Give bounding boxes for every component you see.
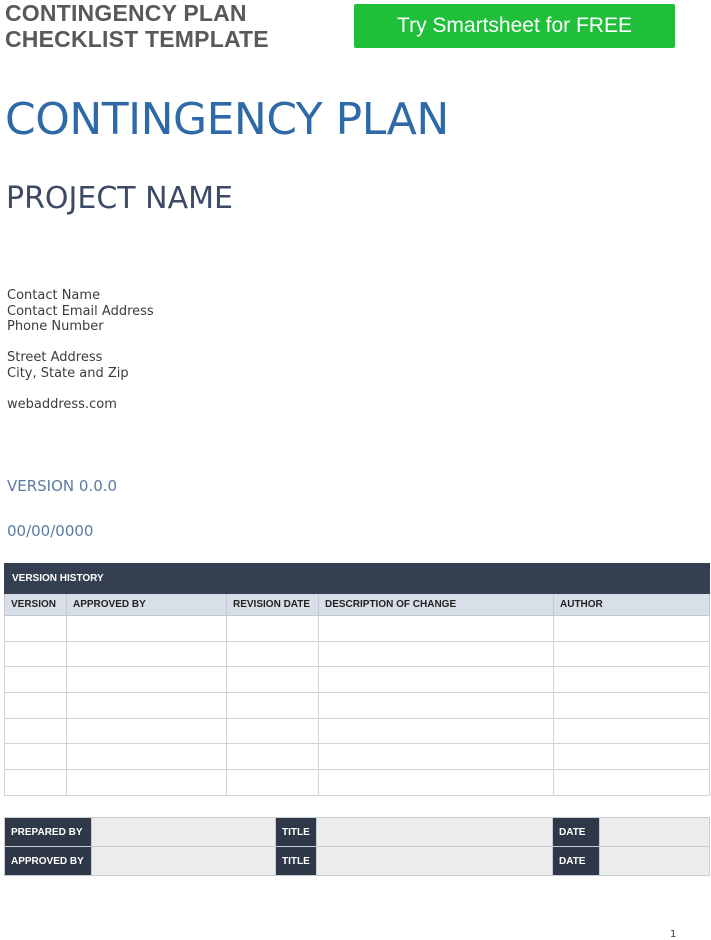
table-cell[interactable] (554, 693, 710, 719)
table-cell[interactable] (319, 718, 554, 744)
table-cell[interactable] (554, 616, 710, 642)
table-cell[interactable] (554, 667, 710, 693)
table-cell[interactable] (227, 693, 319, 719)
contact-phone: Phone Number (7, 319, 104, 335)
table-cell[interactable] (227, 718, 319, 744)
table-cell[interactable] (67, 744, 227, 770)
column-header: VERSION (5, 594, 67, 616)
contact-name: Contact Name (7, 288, 101, 303)
page-number: 1 (670, 929, 677, 940)
signoff-row (5, 818, 710, 847)
template-title-line-1: CONTINGENCY PLAN (5, 0, 247, 26)
table-cell[interactable] (227, 667, 319, 693)
version-history-title: VERSION HISTORY (5, 564, 710, 594)
table-cell[interactable] (227, 616, 319, 642)
table-cell[interactable] (5, 770, 67, 796)
signoff-role-field[interactable] (92, 818, 276, 847)
table-cell[interactable] (319, 616, 554, 642)
table-cell[interactable] (5, 667, 67, 693)
document-title: CONTINGENCY PLAN (5, 94, 449, 145)
table-cell[interactable] (554, 641, 710, 667)
signoff-role-field[interactable] (92, 847, 276, 876)
column-header: REVISION DATE (227, 594, 319, 616)
city-state-zip: City, State and Zip (7, 365, 129, 381)
table-row (5, 770, 710, 796)
table-row (5, 616, 710, 642)
signoff-title-field[interactable] (317, 847, 553, 876)
table-row (5, 667, 710, 693)
version-label: VERSION 0.0.0 (7, 477, 118, 495)
contact-block (7, 288, 154, 413)
table-row (5, 718, 710, 744)
street-address: Street Address (7, 350, 103, 366)
table-cell[interactable] (5, 718, 67, 744)
table-cell[interactable] (67, 667, 227, 693)
signoff-table (4, 817, 710, 876)
table-cell[interactable] (67, 616, 227, 642)
table-cell[interactable] (67, 641, 227, 667)
try-smartsheet-button[interactable]: Try Smartsheet for FREE (354, 4, 675, 48)
signoff-title-label: TITLE (276, 818, 317, 847)
table-cell[interactable] (5, 641, 67, 667)
table-cell[interactable] (67, 770, 227, 796)
document-date: 00/00/0000 (7, 522, 94, 540)
column-header: AUTHOR (554, 594, 710, 616)
web-address: webaddress.com (7, 397, 117, 413)
table-cell[interactable] (319, 693, 554, 719)
signoff-role-label: PREPARED BY (5, 818, 92, 847)
signoff-date-field[interactable] (600, 847, 710, 876)
table-cell[interactable] (5, 744, 67, 770)
table-cell[interactable] (5, 616, 67, 642)
table-cell[interactable] (67, 718, 227, 744)
contact-email: Contact Email Address (7, 303, 154, 319)
project-name: PROJECT NAME (6, 181, 233, 216)
template-title-line-2: CHECKLIST TEMPLATE (5, 26, 269, 52)
table-cell[interactable] (554, 770, 710, 796)
table-row (5, 744, 710, 770)
table-cell[interactable] (319, 770, 554, 796)
signoff-title-field[interactable] (317, 818, 553, 847)
table-cell[interactable] (554, 744, 710, 770)
signoff-date-label: DATE (553, 818, 600, 847)
column-header: APPROVED BY (67, 594, 227, 616)
signoff-role-label: APPROVED BY (5, 847, 92, 876)
version-history-table (4, 563, 710, 796)
table-cell[interactable] (554, 718, 710, 744)
template-title (5, 0, 269, 52)
table-row (5, 641, 710, 667)
table-row (5, 693, 710, 719)
table-cell[interactable] (319, 744, 554, 770)
table-cell[interactable] (5, 693, 67, 719)
table-cell[interactable] (227, 770, 319, 796)
table-cell[interactable] (227, 641, 319, 667)
table-cell[interactable] (319, 641, 554, 667)
signoff-title-label: TITLE (276, 847, 317, 876)
table-cell[interactable] (67, 693, 227, 719)
column-header: DESCRIPTION OF CHANGE (319, 594, 554, 616)
table-cell[interactable] (319, 667, 554, 693)
signoff-row (5, 847, 710, 876)
table-cell[interactable] (227, 744, 319, 770)
signoff-date-label: DATE (553, 847, 600, 876)
signoff-date-field[interactable] (600, 818, 710, 847)
